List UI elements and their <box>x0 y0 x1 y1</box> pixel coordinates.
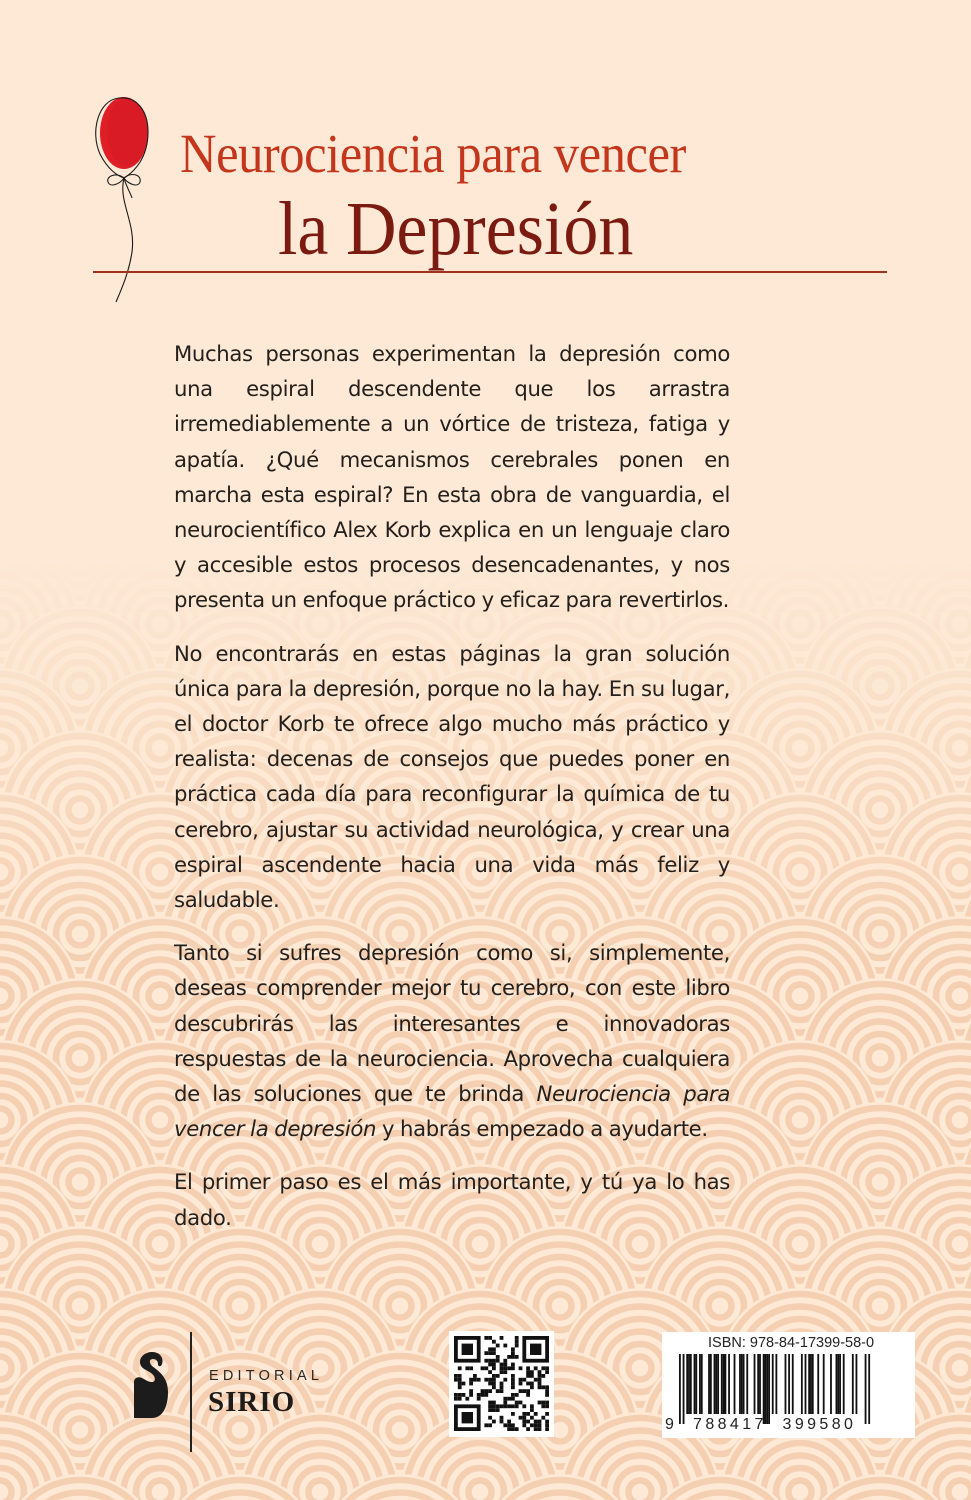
isbn-barcode <box>662 1332 915 1438</box>
publisher-label: EDITORIAL <box>209 1368 324 1384</box>
blurb-paragraph-3-end: y habrás empezado a ayudarte. <box>376 1116 708 1142</box>
isbn-label: ISBN: 978-84-17399-58-0 <box>708 1335 875 1351</box>
publisher-name: SIRIO <box>208 1386 296 1418</box>
qr-code-icon <box>449 1331 554 1437</box>
book-title-line-1: Neurociencia para vencer <box>180 123 686 184</box>
red-balloon-icon <box>86 92 156 312</box>
book-title-italic: Neurociencia para vencer la depresión <box>174 1081 730 1142</box>
blurb-paragraph-3 <box>174 935 730 1146</box>
barcode-digits: 9 788417 399580 <box>665 1416 857 1433</box>
footer-divider <box>190 1332 192 1452</box>
blurb-text <box>174 336 730 1253</box>
blurb-paragraph-3-start: Tanto si sufres depresión como si, simplemente, deseas comprender mejor tu cerebro, con este libro descubrirás las interesantes e innovadoras respuestas de la neurociencia. Aprovecha cualquiera de las soluciones que te brinda <box>174 940 730 1107</box>
blurb-paragraph-1: Muchas personas experimentan la depresión como una espiral descendente que los arrastra irremediablemente a un vórtice de tristeza, fatiga y apatía. ¿Qué mecanismos cerebrales ponen en marcha esta espiral? En esta obra de vanguardia, el neurocientífico Alex Korb explica en un lenguaje claro y accesible estos procesos desencadenantes, y nos presenta un enfoque práctico y eficaz para revertirlos. <box>174 341 730 613</box>
blurb-paragraph-4: El primer paso es el más importante, y tú ya lo has dado. <box>174 1169 730 1230</box>
title-divider <box>93 271 887 273</box>
sirio-swan-logo-icon <box>130 1352 170 1420</box>
blurb-paragraph-2: No encontrarás en estas páginas la gran solución única para la depresión, porque no la hay. En su lugar, el doctor Korb te ofrece algo mucho más práctico y realista: decenas de consejos que puedes poner en práctica cada día para reconfigurar la química de tu cerebro, ajustar su actividad neurológica, y crear una espiral ascendente hacia una vida más feliz y saludable. <box>174 640 730 913</box>
book-title-line-2: la Depresión <box>278 187 634 271</box>
